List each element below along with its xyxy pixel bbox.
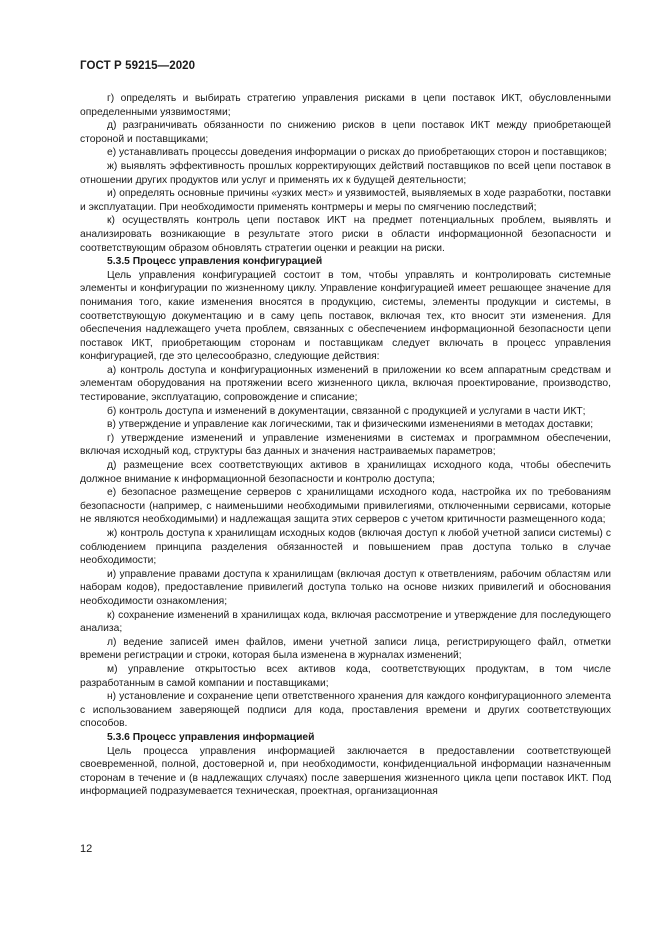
section-535-item-m: м) управление открытостью всех активов кода, соответствующих продуктам, в том числе разработанным в самой компании и поставщиками; <box>80 663 611 689</box>
section-535-item-b: б) контроль доступа и изменений в документации, связанной с продукцией и услугами в части ИКТ; <box>107 405 586 417</box>
section-535-item-e: е) безопасное размещение серверов с хранилищами исходного кода, настройка их по требованиям безопасности (например, с наименьшими необходимыми привилегиями, отключенными сервисами, которые не являются необходимыми) и надлежащая защита этих серверов с учетом критичности размещенного кода; <box>80 487 611 526</box>
standard-header: ГОСТ Р 59215—2020 <box>80 60 196 72</box>
section-535-item-n: н) установление и сохранение цепи ответственного хранения для каждого конфигурационного элемента с использованием заверяющей подписи для кода, проставления времени и других соответствующих способов. <box>80 691 611 730</box>
list-item-g: г) определять и выбирать стратегию управления рисками в цепи поставок ИКТ, обусловленными определенными уязвимостями; <box>80 93 611 118</box>
section-535-item-a: а) контроль доступа и конфигурационных изменений в приложении ко всем аппаратным средствам и элементам оборудования на протяжении всего жизненного цикла, включая проектирование, производство, тестирование, эксплуатацию, сопровождение и списание; <box>80 364 611 404</box>
section-535-item-l: л) ведение записей имен файлов, имени учетной записи лица, регистрирующего файл, отметки времени регистрации и строки, которая была изменена в журналах изменений; <box>80 636 611 662</box>
page-number: 12 <box>80 843 93 855</box>
section-heading-5-3-6: 5.3.6 Процесс управления информацией <box>107 731 315 743</box>
section-heading-5-3-5: 5.3.5 Процесс управления конфигурацией <box>107 256 323 268</box>
list-item-k: к) осуществлять контроль цепи поставок ИКТ на предмет потенциальных проблем, выявлять и анализировать возникающие в результате этого риски в области информационной безопасности и соответствующим образом обновлять стратегии оценки и реакции на риски. <box>80 215 611 254</box>
section-535-intro: Цель управления конфигурацией состоит в том, чтобы управлять и контролировать системные элементы и конфигурации по жизненному циклу. Управление конфигурацией имеет решающее значение для понимания того, какие изменения вносятся в продукцию, системы, элементы продукции и системы, в соответствующую документацию и в саму цепь поставок, включая тех, кто вносит эти изменения. Для обеспечения надлежащего учета проблем, связанных с обеспечением информационной безопасности цепи поставок ИКТ, приобретающим сторонам и поставщикам следует включать в процесс управления конфигурацией, где это целесообразно, следующие действия: <box>80 269 611 363</box>
list-item-zh: ж) выявлять эффективность прошлых корректирующих действий поставщиков по всей цепи поставок в отношении других продуктов или услуг и применять их к будущей деятельности; <box>80 160 611 186</box>
section-535-item-zh: ж) контроль доступа к хранилищам исходных кодов (включая доступ к любой учетной записи системы) с соблюдением принципа разделения обязанностей и повышением прав доступа только в случае необходимости; <box>80 528 611 567</box>
page-body <box>80 92 611 799</box>
section-535-item-g: г) утверждение изменений и управление изменениями в системах и программном обеспечении, включая исходный код, структуры баз данных и значения настраиваемых параметров; <box>80 432 611 458</box>
list-item-i: и) определять основные причины «узких мест» и уязвимостей, выявляемых в ходе разработки, поставки и эксплуатации. При необходимости применять контрмеры и меры по смягчению последствий; <box>80 188 611 213</box>
list-item-d: д) разграничивать обязанности по снижению рисков в цепи поставок ИКТ между приобретающей стороной и поставщиками; <box>80 120 611 145</box>
section-535-item-k: к) сохранение изменений в хранилищах кода, включая рассмотрение и утверждение для последующего анализа; <box>80 609 611 635</box>
section-535-item-i: и) управление правами доступа к хранилищам (включая доступ к ответвлениям, рабочим областям или наборам кодов), предоставление привилегий доступа только на основе низких привилегий и обоснования необходимости ознакомления; <box>80 568 611 607</box>
list-item-e: е) устанавливать процессы доведения информации о рисках до приобретающих сторон и поставщиков; <box>107 147 608 159</box>
section-535-item-v: в) утверждение и управление как логическими, так и физическими изменениями в методах доставки; <box>107 419 594 431</box>
section-535-item-d: д) размещение всех соответствующих активов в хранилищах исходного кода, чтобы обеспечить должное внимание к информационной безопасности и контролю доступа; <box>80 460 611 485</box>
section-536-intro: Цель процесса управления информацией заключается в предоставлении соответствующей своевременной, полной, достоверной и, при необходимости, конфиденциальной информации назначенным сторонам в течение и (в надлежащих случаях) после завершения жизненного цикла цепи поставок ИКТ. Под информацией подразумевается техническая, проектная, организационная <box>80 745 611 798</box>
